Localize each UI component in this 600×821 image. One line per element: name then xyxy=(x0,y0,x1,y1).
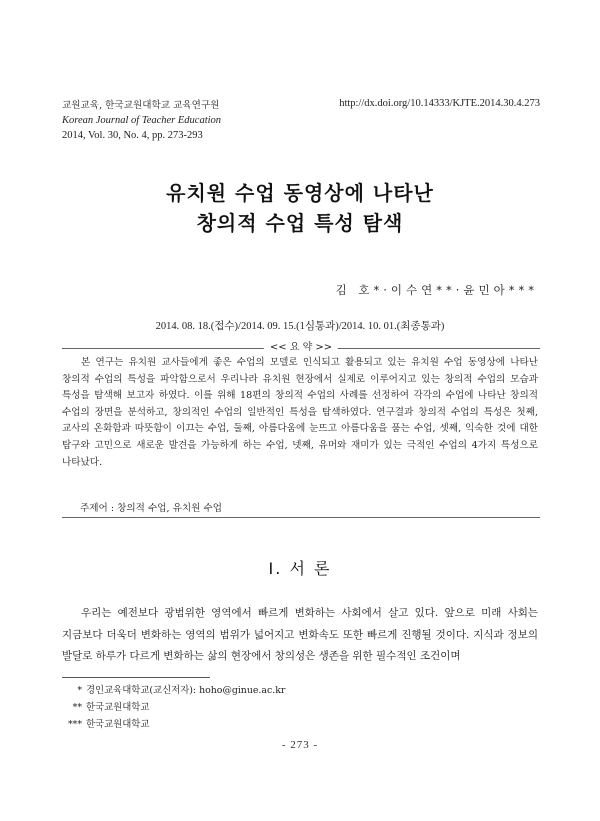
summary-heading: << 요 약 >> xyxy=(264,341,338,355)
journal-volume: 2014, Vol. 30, No. 4, pp. 273-293 xyxy=(62,130,203,141)
introduction-paragraph: 우리는 예전보다 광범위한 영역에서 빠르게 변화하는 사회에서 살고 있다. 앞으로 미래 사회는 지금보다 더욱더 변화하는 영역의 범위가 넓어지고 변화속도 또한 빠르게 진행될 것이다. 지식과 정보의 발달로 하루가 다르게 변화하는 삶의 현장에서 창의성은 생존을 위한 필수적인 조건이며 xyxy=(62,607,538,662)
paper-title-line-1: 유치원 수업 동영상에 나타난 xyxy=(166,181,434,205)
footnote-item xyxy=(62,699,285,716)
footnote-item xyxy=(62,716,285,733)
abstract-bottom-rule xyxy=(62,517,540,518)
footnotes xyxy=(62,682,285,733)
footnote-text: 한국교원대학교 xyxy=(86,702,150,713)
footnote-text: 경인교육대학교(교신저자): hoho@ginue.ac.kr xyxy=(86,685,286,696)
footnote-mark: * xyxy=(77,685,82,696)
footnote-mark: ** xyxy=(72,702,82,713)
paper-title xyxy=(0,178,600,238)
journal-header xyxy=(62,98,221,143)
journal-name-english: Korean Journal of Teacher Education xyxy=(62,115,222,126)
summary-divider xyxy=(62,341,540,355)
doi-link[interactable]: http://dx.doi.org/10.14333/KJTE.2014.30.4.273 xyxy=(339,98,540,109)
journal-name-korean: 교원교육, 한국교원대학교 교육연구원 xyxy=(62,100,220,111)
section-heading: Ⅰ. 서 론 xyxy=(268,559,332,578)
footnote-mark: *** xyxy=(67,719,82,730)
abstract-text: 본 연구는 유치원 교사들에게 좋은 수업의 모델로 인식되고 활용되고 있는 유치원 수업 동영상에 나타난 창의적 수업의 특성을 파악함으로서 우리나라 유치원 현장에서 실제로 이루어지고 있는 창의적 수업의 모습과 특성을 탐색해 보고자 하였다. 이를 위해 18편의 창의적 수업의 사례를 선정하여 각각의 수업에 나타난 창의적 수업의 장면을 분석하고, 창의적인 수업의 일반적인 특성을 탐색하였다. 연구결과 창의적 수업의 특성은 첫째, 교사의 온화함과 따뜻함이 이끄는 수업, 둘째, 아름다움에 눈뜨고 아름다움을 품는 수업, 셋째, 익숙한 것에 대한 탐구와 고민으로 새로운 발견을 가능하게 하는 수업, 넷째, 유머와 재미가 있는 극적인 수업의 4가지 특성으로 나타났다. xyxy=(62,357,538,468)
footnote-item xyxy=(62,682,285,699)
page-number: - 273 - xyxy=(281,739,319,751)
paper-title-line-2: 창의적 수업 특성 탐색 xyxy=(196,211,404,235)
author-list: 김 호*·이수연**·윤민아*** xyxy=(335,283,538,297)
keywords: 주제어 : 창의적 수업, 유치원 수업 xyxy=(80,503,223,514)
footnote-rule xyxy=(62,677,210,678)
footnote-text: 한국교원대학교 xyxy=(86,719,150,730)
submission-dates: 2014. 08. 18.(접수)/2014. 09. 15.(1심통과)/2014. 10. 01.(최종통과) xyxy=(155,321,445,332)
